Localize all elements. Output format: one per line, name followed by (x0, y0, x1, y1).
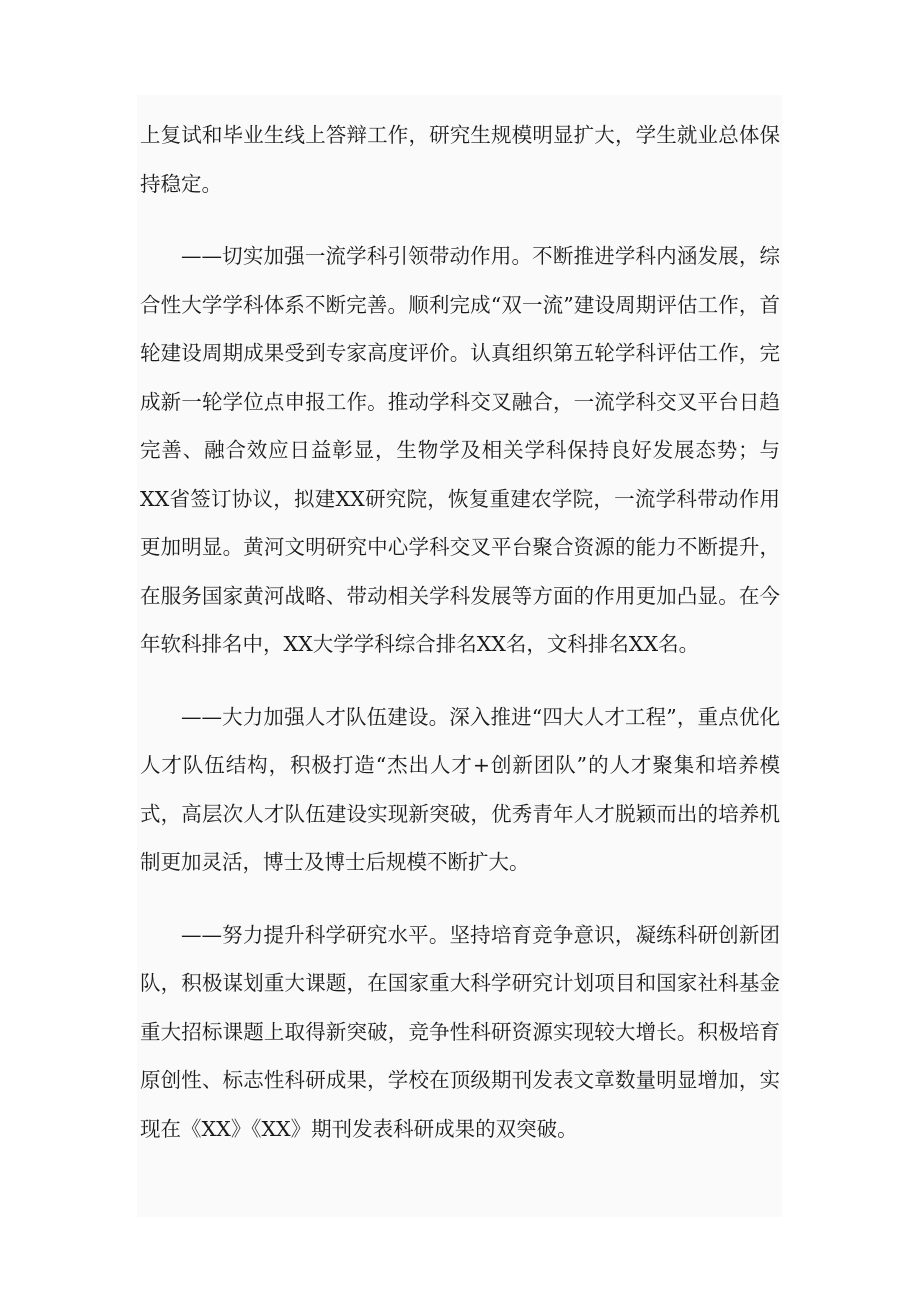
paragraph-gap (140, 887, 780, 911)
paragraph-talent-team: ——大力加强人才队伍建设。深入推进“四大人才工程”，重点优化人才队伍结构，积极打造“杰出人才+创新团队”的人才聚集和培养模式，高层次人才队伍建设实现新突破，优秀青年人才脱颖而出的培养机制更加灵活，博士及博士后规模不断扩大。 (140, 704, 780, 874)
paragraph-continuation: 上复试和毕业生线上答辩工作，研究生规模明显扩大，学生就业总体保持稳定。 (140, 123, 780, 196)
document-body (140, 111, 780, 1153)
paragraph-gap (140, 669, 780, 693)
paragraph-gap (140, 208, 780, 232)
paragraph-research-level: ——努力提升科学研究水平。坚持培育竞争意识，凝练科研创新团队，积极谋划重大课题，在国家重大科学研究计划项目和国家社科基金重大招标课题上取得新突破，竞争性科研资源实现较大增长。积极培育原创性、标志性科研成果，学校在顶级期刊发表文章数量明显增加，实现在《XX》《XX》期刊发表科研成果的双突破。 (140, 922, 780, 1141)
paragraph-first-class-disciplines: ——切实加强一流学科引领带动作用。不断推进学科内涵发展，综合性大学学科体系不断完善。顺利完成“双一流”建设周期评估工作，首轮建设周期成果受到专家高度评价。认真组织第五轮学科评估工作，完成新一轮学位点申报工作。推动学科交叉融合，一流学科交叉平台日趋完善、融合效应日益彰显，生物学及相关学科保持良好发展态势；与XX省签订协议，拟建XX研究院，恢复重建农学院，一流学科带动作用更加明显。黄河文明研究中心学科交叉平台聚合资源的能力不断提升，在服务国家黄河战略、带动相关学科发展等方面的作用更加凸显。在今年软科排名中，XX大学学科综合排名XX名，文科排名XX名。 (140, 244, 780, 656)
